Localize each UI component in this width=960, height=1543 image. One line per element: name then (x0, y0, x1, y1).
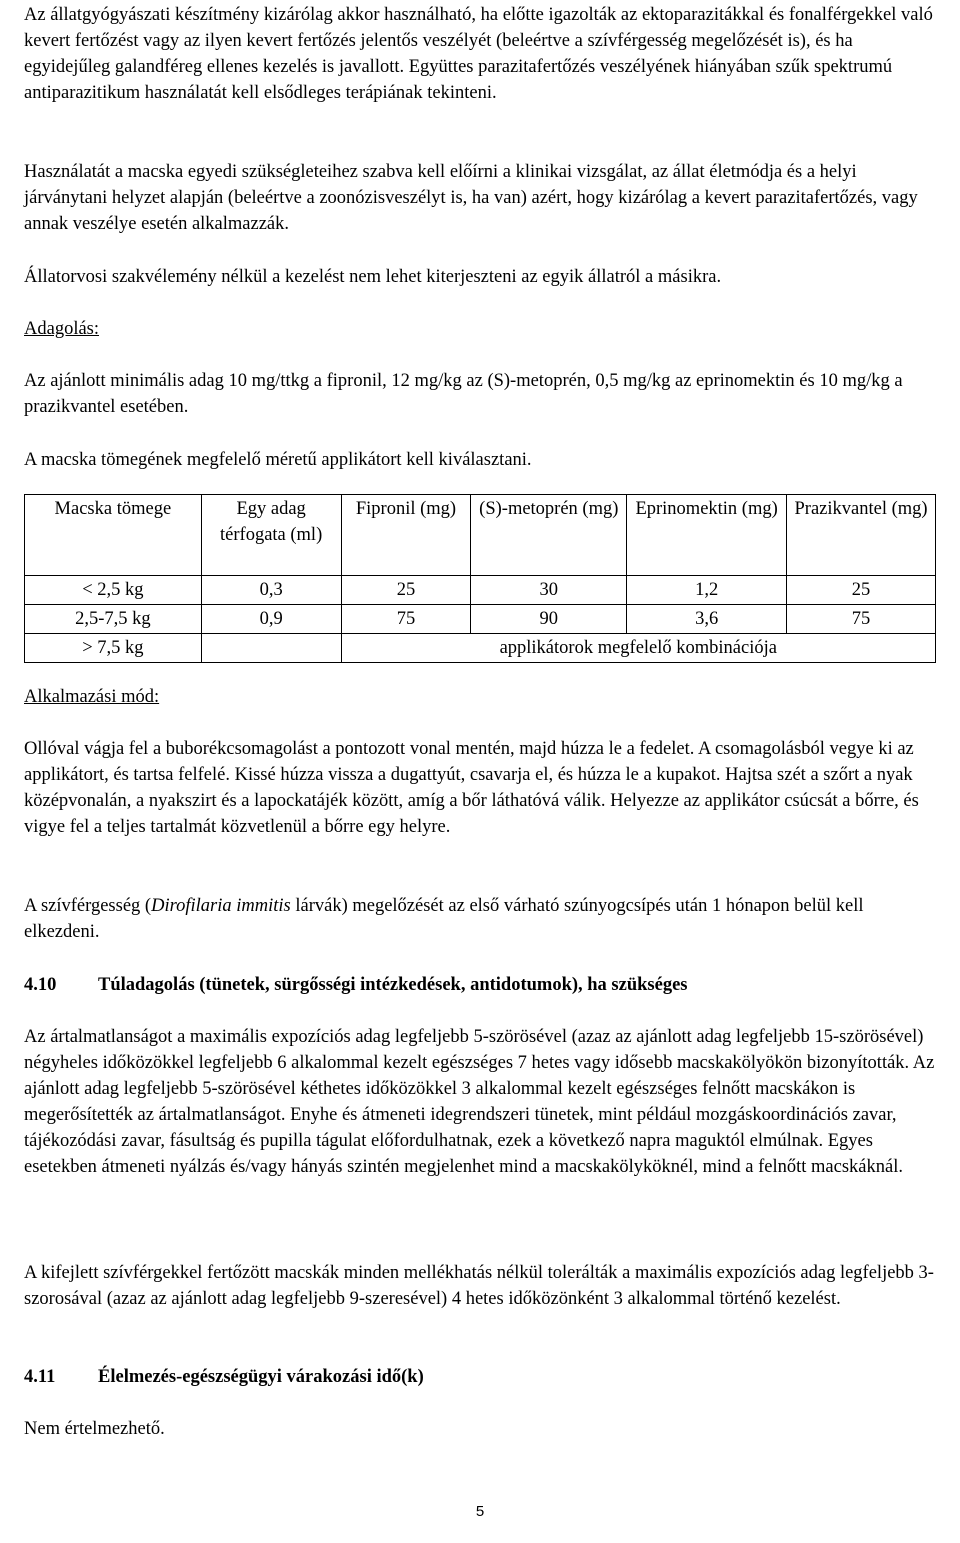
table-cell: 0,3 (201, 576, 341, 605)
table-header-cell: (S)-metoprén (mg) (471, 495, 627, 576)
paragraph-vet-opinion: Állatorvosi szakvélemény nélkül a kezelést nem lehet kiterjeszteni az egyik állatról a másikra. (24, 267, 722, 287)
section-heading-4-10: 4.10 Túladagolás (tünetek, sürgősségi intézkedések, antidotumok), ha szükséges (24, 975, 688, 995)
table-cell: 30 (471, 576, 627, 605)
table-row (25, 605, 936, 634)
table-cell: 2,5-7,5 kg (25, 605, 202, 634)
section-heading-4-11: 4.11 Élelmezés-egészségügyi várakozási idő(k) (24, 1367, 424, 1387)
table-cell: > 7,5 kg (25, 634, 202, 663)
table-cell: 90 (471, 605, 627, 634)
table-header-cell: Prazikvantel (mg) (787, 495, 936, 576)
page-number: 5 (475, 1503, 485, 1520)
table-cell: 25 (341, 576, 471, 605)
table-cell-combination-note: applikátorok megfelelő kombinációja (341, 634, 935, 663)
paragraph-overdose: Az ártalmatlanságot a maximális expozíciós adag legfeljebb 5-szörösével (azaz az ajánlott adag legfeljebb 15-szörösével) négyheles időközökkel legfeljebb 6 alkalommal kezelt egészséges 7 hetes vagy idősebb macskakölyökön bizonyították. Az ajánlott adag legfeljebb 5-szörösével kéthetes időközökkel 3 alkalommal kezelt egészséges felnőtt macskákon is megerősítették az ártalmatlanságot. Enyhe és átmeneti idegrendszeri tünetek, mint például mozgáskoordinációs zavar, tájékozódási zavar, fásultság és pupilla tágulat előfordulhatnak, ezek a következő napra maguktól elmúlnak. Egyes esetekben átmeneti nyálzás és/vagy hányás szintén megjelenhet mind a macskakölyköknél, mind a felnőtt macskáknál. (24, 1027, 935, 1177)
heading-alkalmazasi-mod: Alkalmazási mód: (24, 687, 160, 707)
table-cell: < 2,5 kg (25, 576, 202, 605)
table-header-cell: Fipronil (mg) (341, 495, 471, 576)
table-row (25, 576, 936, 605)
table-cell: 0,9 (201, 605, 341, 634)
table-cell (201, 634, 341, 663)
table-cell: 75 (341, 605, 471, 634)
paragraph-heartworm: A szívférgesség (Dirofilaria immitis lárvák) megelőzését az első várható szúnyogcsípés után 1 hónapon belül kell elkezdeni. (24, 896, 864, 942)
table-header-cell: Egy adag térfogata (ml) (201, 495, 341, 576)
table-row (25, 634, 936, 663)
species-name: Dirofilaria immitis (151, 896, 291, 916)
table-header-cell: Macska tömege (25, 495, 202, 576)
table-header-row (25, 495, 936, 576)
table-cell: 25 (787, 576, 936, 605)
paragraph-applicator-size: A macska tömegének megfelelő méretű applikátort kell kiválasztani. (24, 450, 532, 470)
heading-adagolas: Adagolás: (24, 319, 100, 339)
paragraph-dosage: Az ajánlott minimális adag 10 mg/ttkg a fipronil, 12 mg/kg az (S)-metoprén, 0,5 mg/kg az eprinomektin és 10 mg/kg a prazikvantel esetében. (24, 371, 903, 417)
table-cell: 3,6 (627, 605, 787, 634)
paragraph-withdrawal: Nem értelmezhető. (24, 1419, 165, 1439)
table-cell: 75 (787, 605, 936, 634)
table-header-cell: Eprinomektin (mg) (627, 495, 787, 576)
paragraph-usage: Használatát a macska egyedi szükségleteihez szabva kell előírni a klinikai vizsgálat, az állat életmódja és a helyi járványtani helyzet alapján (beleértve a zoonózisveszélyt is, ha van) azért, hogy kizárólag a kevert parazitafertőzés, vagy annak veszélye esetén alkalmazzák. (24, 162, 918, 234)
dosage-table (24, 494, 936, 663)
paragraph-heartworm-tolerance: A kifejlett szívférgekkel fertőzött macskák minden mellékhatás nélkül tolerálták a maximális expozíciós adag legfeljebb 3-szorosával (azaz az ajánlott adag legfeljebb 9-szeresével) 4 hetes időközönként 3 alkalommal történő kezelést. (24, 1263, 934, 1309)
paragraph-application: Ollóval vágja fel a buborékcsomagolást a pontozott vonal mentén, majd húzza le a fedelet. A csomagolásból vegye ki az applikátort, és tartsa felfelé. Kissé húzza vissza a dugattyút, csavarja el, és húzza le a kupakot. Hajtsa szét a szőrt a nyak középvonalán, a nyakszirt és a lapockatájék között, amíg a bőr láthatóvá válik. Helyezze az applikátor csúcsát a bőrre, és vigye fel a teljes tartalmát közvetlenül a bőrre egy helyre. (24, 739, 919, 837)
table-cell: 1,2 (627, 576, 787, 605)
paragraph-indication: Az állatgyógyászati készítmény kizárólag akkor használható, ha előtte igazolták az ektoparazitákkal és fonalférgekkel való kevert fertőzést vagy az ilyen kevert fertőzés jelentős veszélyét (beleértve a szívférgesség megelőzését is), és ha egyidejűleg galandféreg ellenes kezelés is javallott. Együttes parazitafertőzés veszélyének hiányában szűk spektrumú antiparazitikum használatát kell elsődleges terápiának tekinteni. (24, 5, 933, 103)
